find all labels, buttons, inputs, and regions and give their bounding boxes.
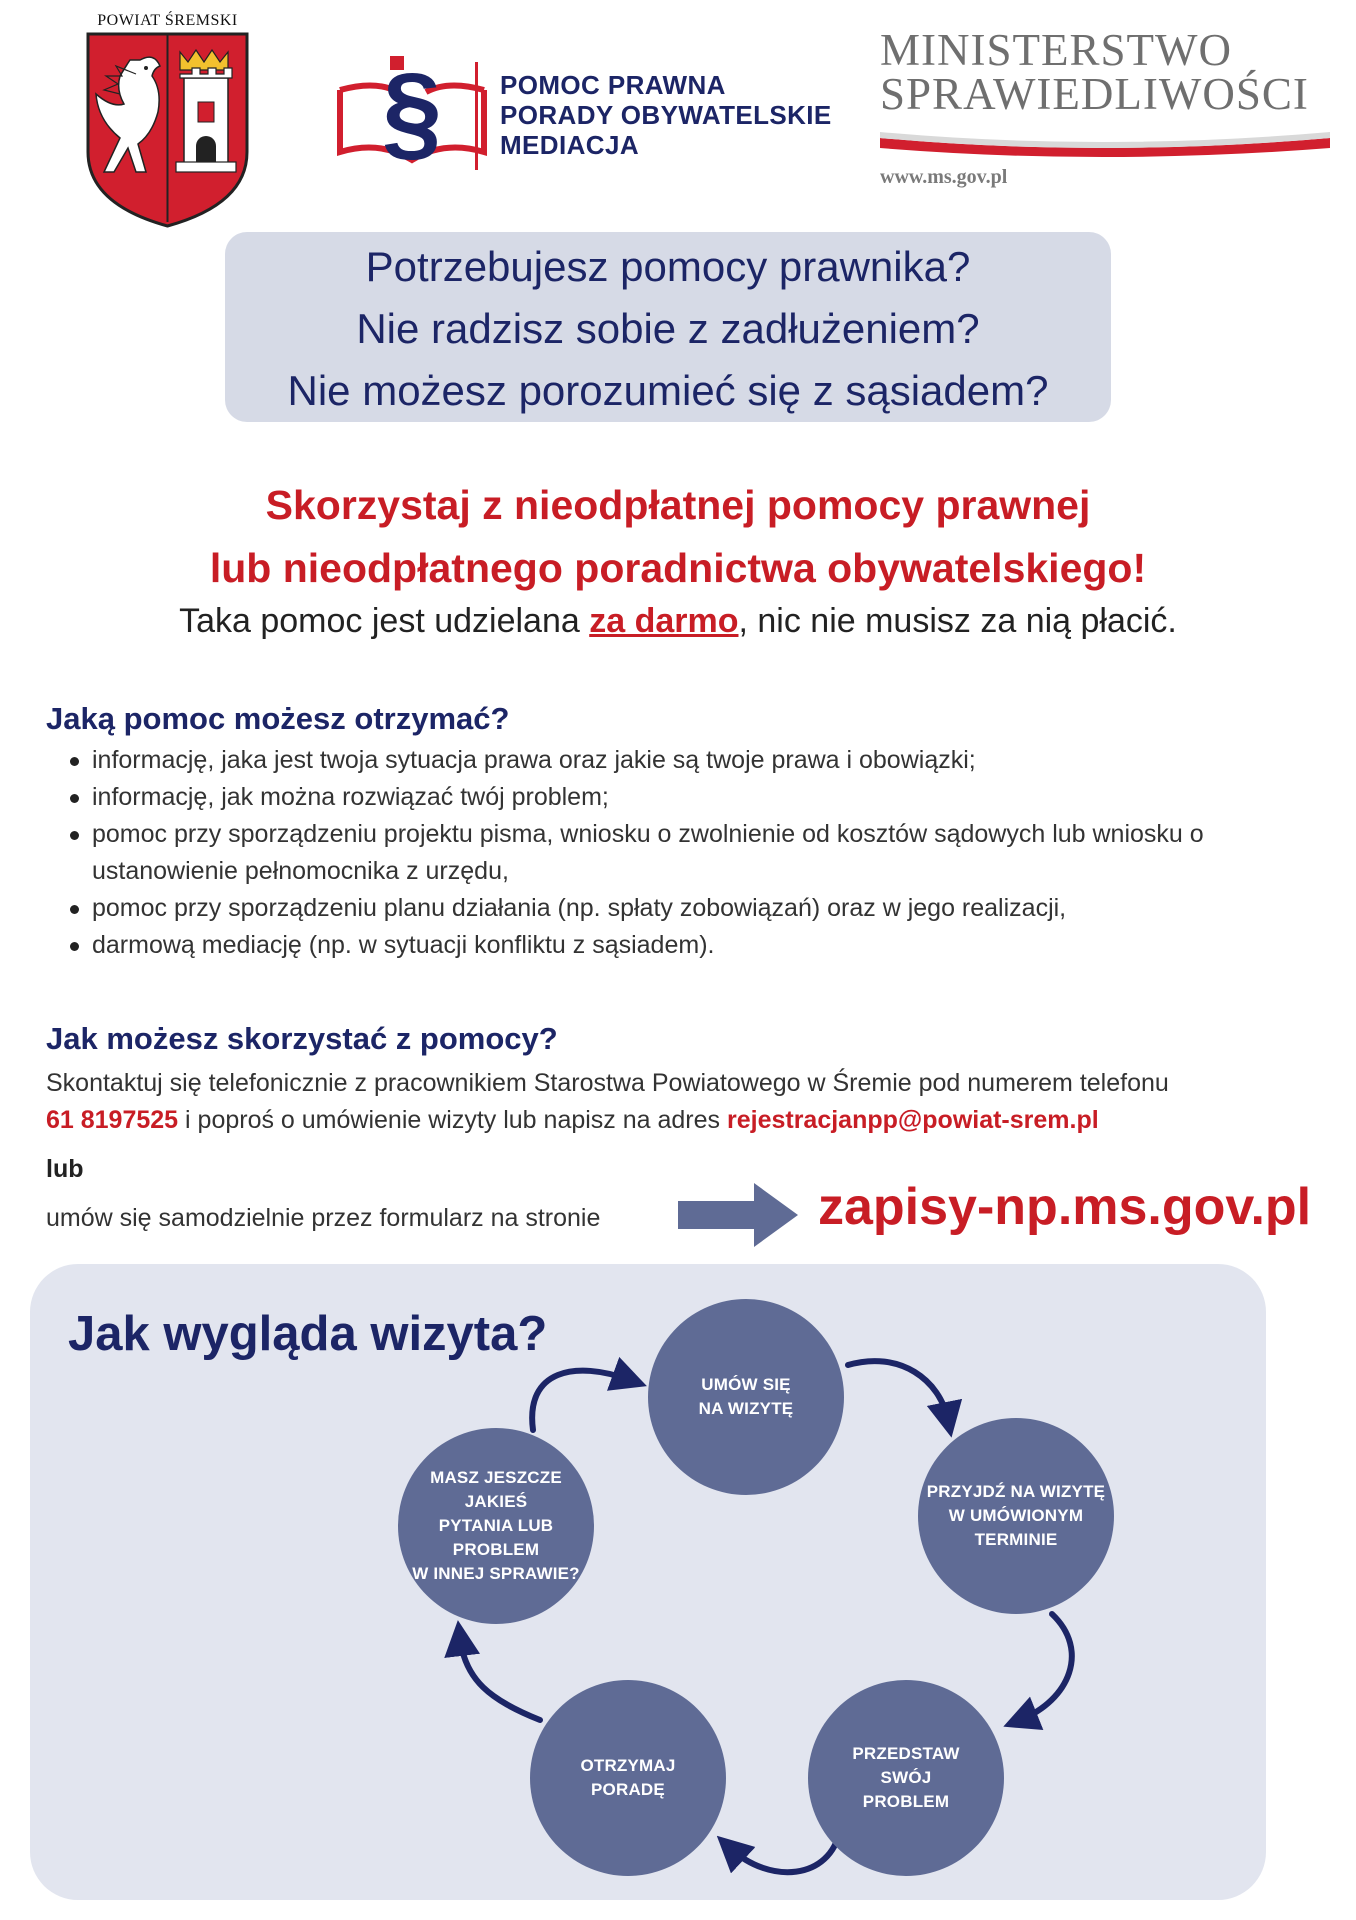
visit-step-label: PRZEDSTAW SWÓJ PROBLEM [852, 1744, 960, 1811]
visit-step-circle [648, 1299, 844, 1495]
ministry-logo-text [880, 25, 1330, 119]
question-line: Potrzebujesz pomocy prawnika? [365, 243, 971, 290]
coat-of-arms-label: POWIAT ŚREMSKI [97, 12, 238, 29]
phone-number[interactable]: 61 8197525 [46, 1106, 179, 1134]
program-logo-text [500, 70, 832, 160]
question-line: Nie radzisz sobie z zadłużeniem? [356, 305, 980, 352]
use-section-title: Jak możesz skorzystać z pomocy? [46, 1021, 558, 1056]
visit-step-label: PRZYJDŹ NA WIZYTĘ W UMÓWIONYM TERMINIE [926, 1482, 1106, 1549]
ministry-line: MINISTERSTWO [880, 25, 1232, 75]
visit-step-label: OTRZYMAJ PORADĘ [580, 1756, 676, 1799]
visit-step-label: MASZ JESZCZE JAKIEŚ PYTANIA LUB PROBLEM W INNEJ SPRAWIE? [412, 1468, 580, 1583]
free-note-text: , nic nie musisz za nią płacić. [738, 602, 1177, 640]
free-emphasis: za darmo [589, 602, 739, 640]
visit-step-circle [398, 1428, 594, 1624]
ministry-line: SPRAWIEDLIWOŚCI [880, 69, 1309, 119]
ministry-url: www.ms.gov.pl [880, 166, 1008, 188]
program-logo-line: PORADY OBYWATELSKIE [500, 100, 832, 130]
contact-text: Skontaktuj się telefonicznie z pracownikiem Starostwa Powiatowego w Śremie pod numerem telefonu [46, 1069, 1169, 1097]
visit-title: Jak wygląda wizyta? [68, 1307, 548, 1361]
ministry-flag-stripe [880, 128, 1330, 164]
visit-step-circle [918, 1418, 1114, 1614]
headline-line-1: Skorzystaj z nieodpłatnej pomocy prawnej [265, 482, 1091, 528]
program-logo-line: MEDIACJA [500, 130, 639, 160]
registration-website-link[interactable]: zapisy-np.ms.gov.pl [818, 1178, 1312, 1236]
list-item: informację, jaka jest twoja sytuacja prawa oraz jakie są twoje prawa i obowiązki; [68, 742, 1288, 779]
visit-step-circle [808, 1680, 1004, 1876]
free-of-charge-note [0, 602, 1356, 641]
question-list [225, 230, 1111, 422]
list-item: darmową mediację (np. w sytuacji konfliktu z sąsiadem). [68, 927, 1288, 964]
logo-divider [475, 62, 478, 170]
visit-step-label: UMÓW SIĘ NA WIZYTĘ [698, 1375, 794, 1418]
free-note-text: Taka pomoc jest udzielana [179, 602, 590, 640]
question-line: Nie możesz porozumieć się z sąsiadem? [287, 367, 1049, 414]
program-logo-line: POMOC PRAWNA [500, 70, 726, 100]
svg-text:§: § [381, 50, 443, 171]
coat-of-arms-logo [80, 12, 255, 232]
contact-text: i poproś o umówienie wizyty lub napisz na adres [178, 1106, 727, 1134]
list-item: pomoc przy sporządzeniu projektu pisma, wniosku o zwolnienie od kosztów sądowych lub wniosku o ustanowienie pełnomocnika z urzędu, [68, 816, 1277, 890]
headline-line-2: lub nieodpłatnego poradnictwa obywatelskiego! [209, 545, 1147, 591]
form-text: umów się samodzielnie przez formularz na stronie [46, 1204, 601, 1232]
legal-aid-paragraph-logo [330, 50, 495, 175]
visit-step-circle [530, 1680, 726, 1876]
or-label: lub [46, 1155, 84, 1183]
help-list [68, 742, 1288, 964]
email-link[interactable]: rejestracjanpp@powiat-srem.pl [726, 1106, 1099, 1134]
list-item: informację, jak można rozwiązać twój problem; [68, 779, 1288, 816]
arrow-right-icon [678, 1183, 798, 1247]
list-item: pomoc przy sporządzeniu planu działania (np. spłaty zobowiązań) oraz w jego realizacji, [68, 890, 1288, 927]
help-section-title: Jaką pomoc możesz otrzymać? [46, 701, 510, 736]
contact-details [46, 1102, 1099, 1139]
